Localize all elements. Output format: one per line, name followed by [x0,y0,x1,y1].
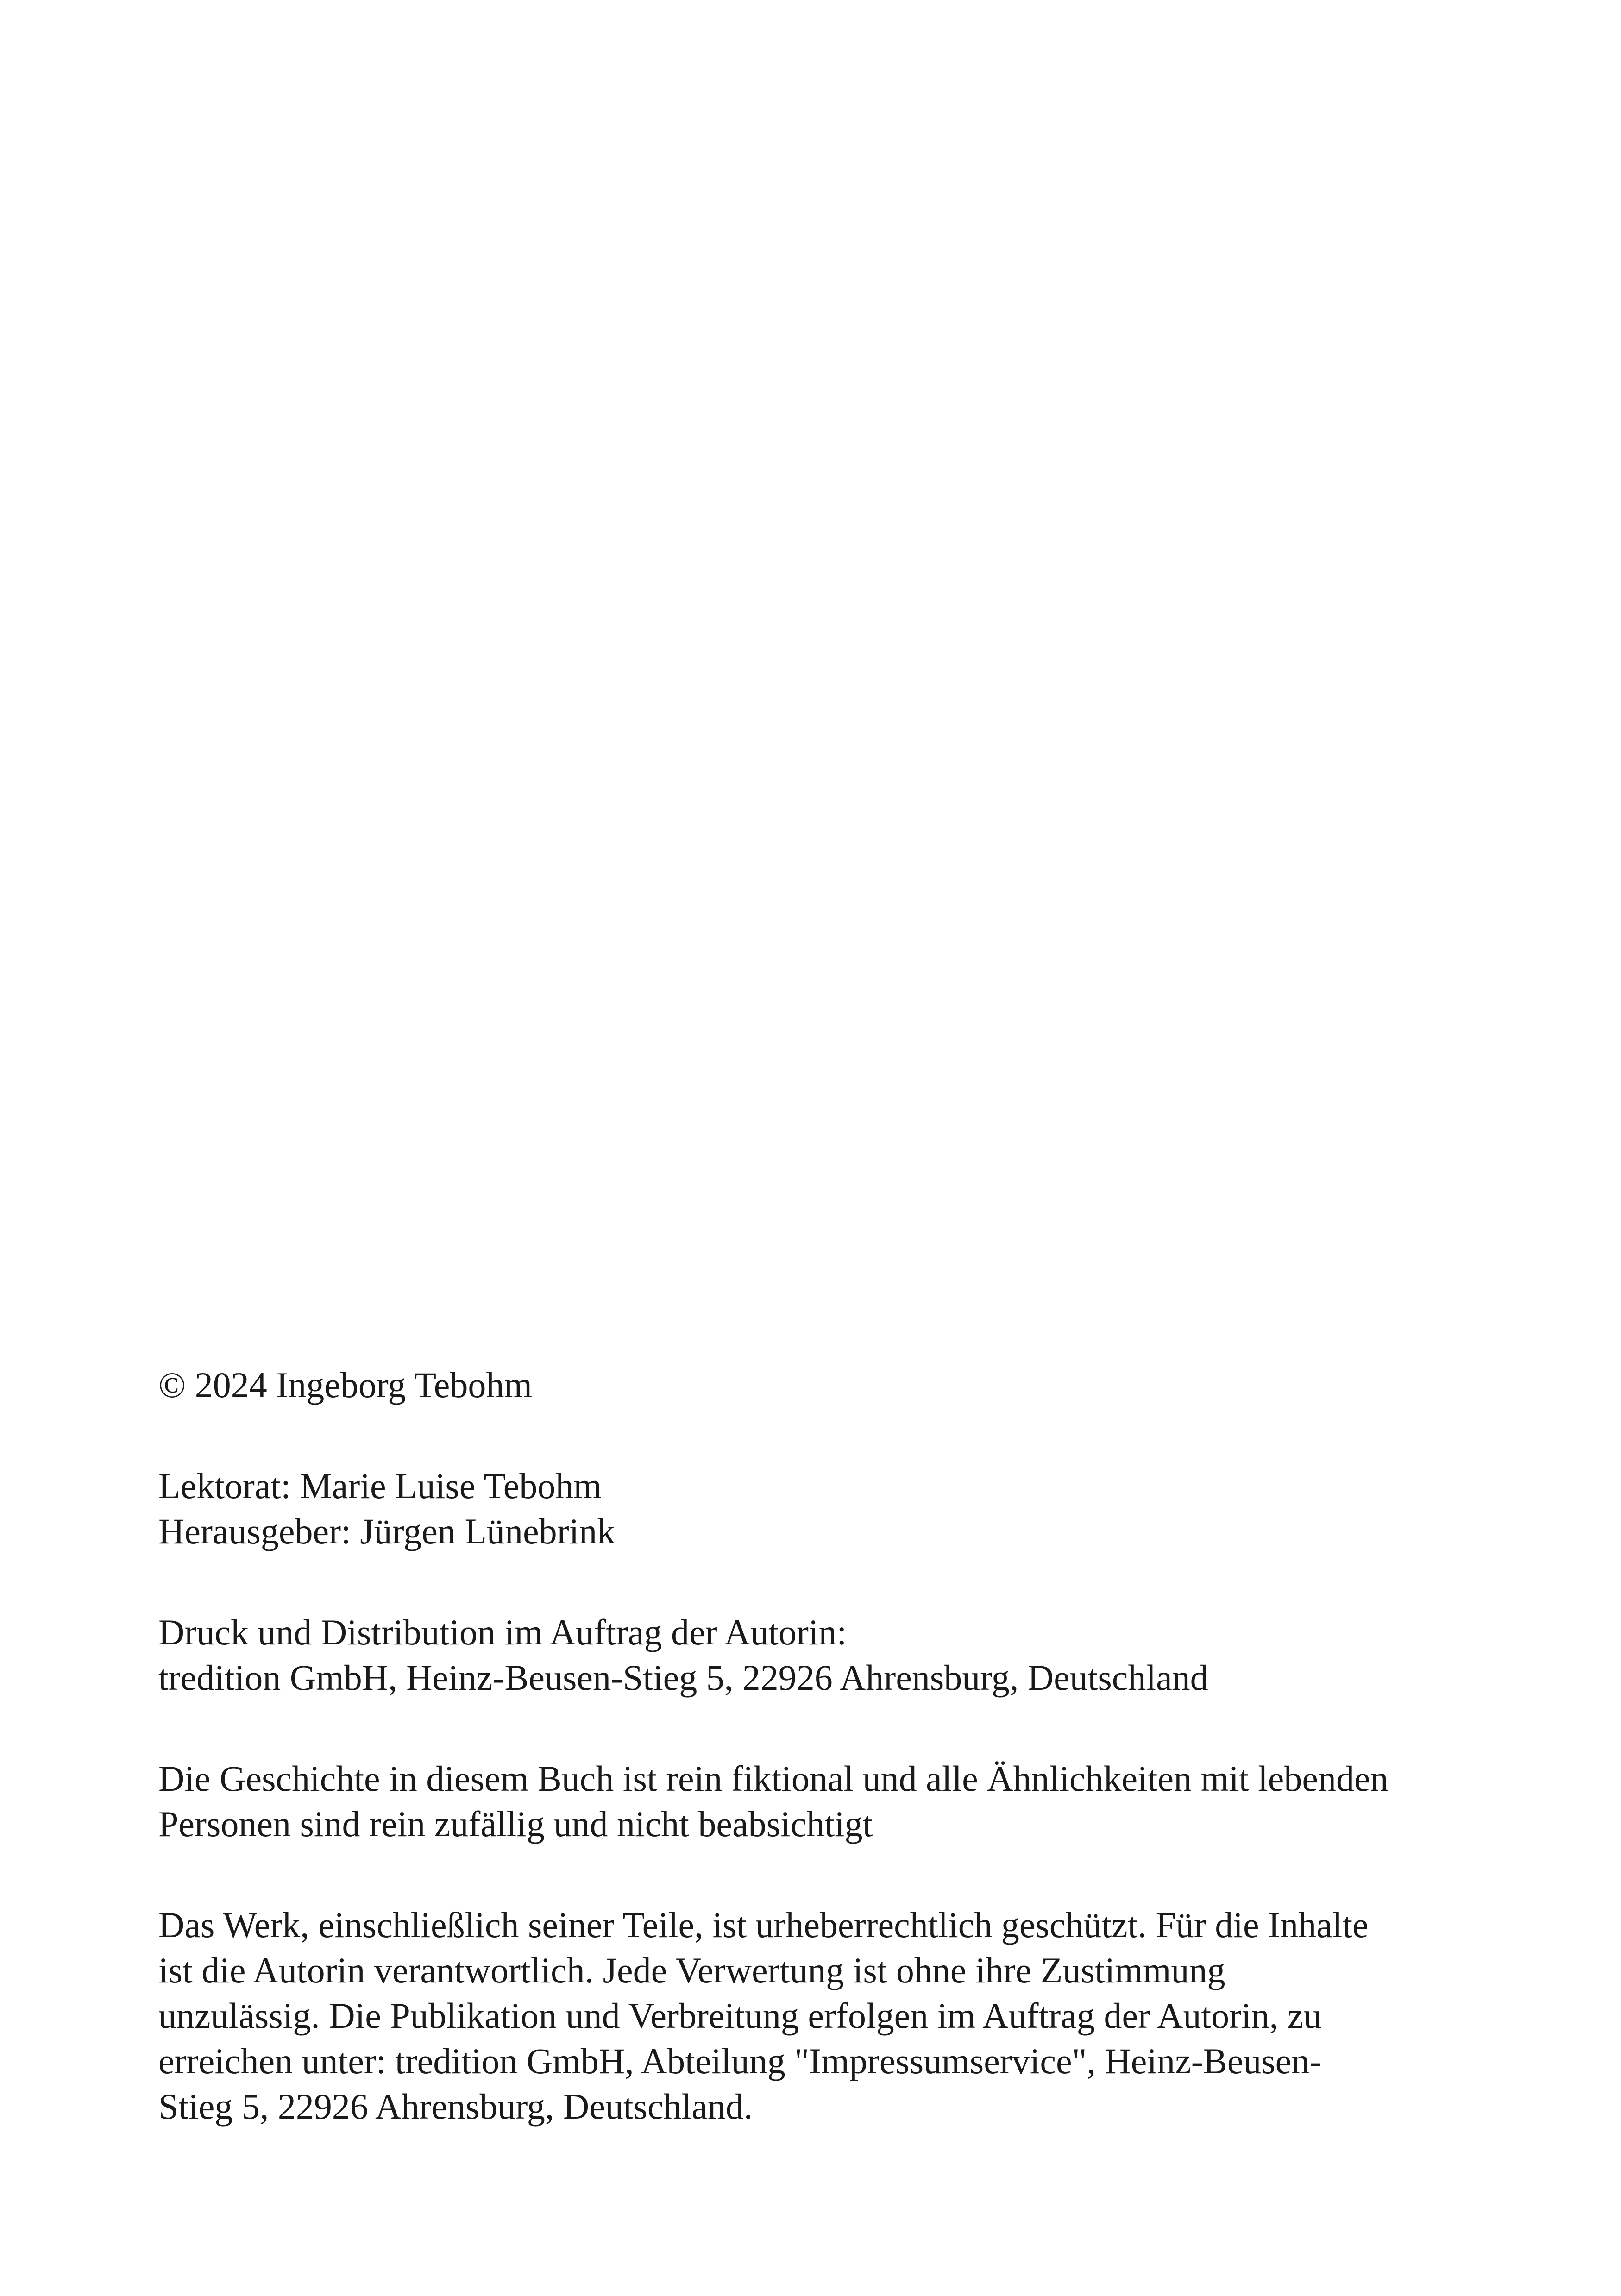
fiction-line-2: Personen sind rein zufällig und nicht beabsichtigt [158,1804,873,1844]
legal-line-3: unzulässig. Die Publikation und Verbreitung erfolgen im Auftrag der Autorin, zu [158,1995,1322,2036]
copyright-legal-notice [158,1902,1502,2129]
print-distribution [158,1610,1502,1700]
copyright-line: © 2024 Ingeborg Tebohm [158,1365,533,1405]
credits [158,1463,1502,1554]
legal-line-4: erreichen unter: tredition GmbH, Abteilung "Impressumservice", Heinz-Beusen- [158,2041,1322,2081]
fiction-disclaimer [158,1756,1502,1847]
legal-line-2: ist die Autorin verantwortlich. Jede Verwertung ist ohne ihre Zustimmung [158,1950,1225,1990]
print-line-1: Druck und Distribution im Auftrag der Autorin: [158,1612,847,1652]
lektorat-line: Lektorat: Marie Luise Tebohm [158,1466,602,1506]
herausgeber-line: Herausgeber: Jürgen Lünebrink [158,1511,616,1551]
legal-line-1: Das Werk, einschließlich seiner Teile, ist urheberrechtlich geschützt. Für die Inhalte [158,1905,1369,1945]
copyright-notice [158,1362,1502,1408]
fiction-line-1: Die Geschichte in diesem Buch ist rein fiktional und alle Ähnlichkeiten mit lebenden [158,1758,1389,1799]
legal-line-5: Stieg 5, 22926 Ahrensburg, Deutschland. [158,2086,753,2127]
imprint-block [158,1362,1502,2129]
print-line-2: tredition GmbH, Heinz-Beusen-Stieg 5, 22926 Ahrensburg, Deutschland [158,1657,1208,1698]
